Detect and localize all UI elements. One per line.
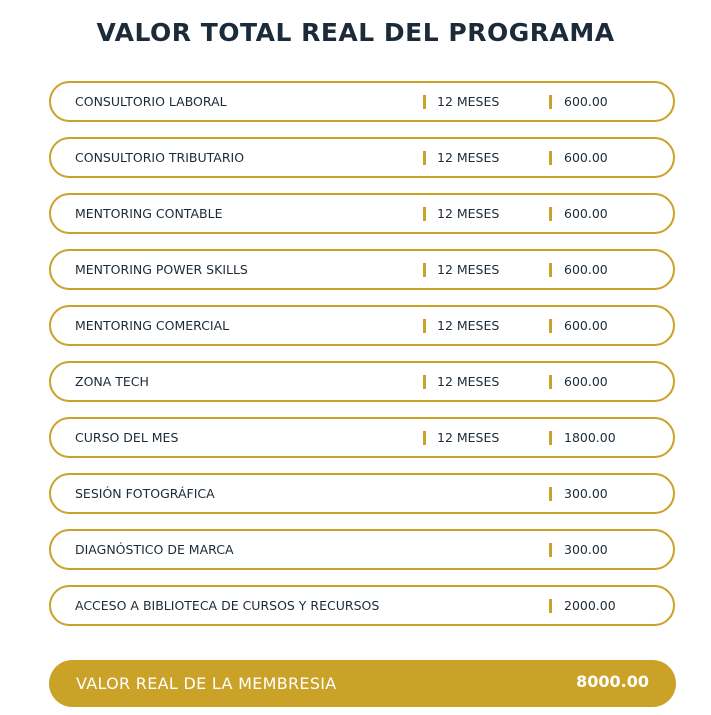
total-bar	[49, 660, 676, 707]
column-divider	[423, 95, 426, 109]
program-items-list	[49, 81, 675, 641]
column-divider	[423, 151, 426, 165]
column-divider	[549, 319, 552, 333]
column-divider	[423, 207, 426, 221]
column-divider	[549, 151, 552, 165]
item-duration: 12 MESES	[437, 262, 500, 277]
item-duration: 12 MESES	[437, 374, 500, 389]
item-duration: 12 MESES	[437, 318, 500, 333]
item-price: 600.00	[564, 150, 608, 165]
item-price: 600.00	[564, 262, 608, 277]
item-name: MENTORING COMERCIAL	[75, 318, 230, 333]
column-divider	[549, 375, 552, 389]
total-label: VALOR REAL DE LA MEMBRESIA	[76, 674, 337, 693]
list-item	[49, 305, 675, 346]
item-name: CONSULTORIO TRIBUTARIO	[75, 150, 245, 165]
item-duration: 12 MESES	[437, 206, 500, 221]
item-price: 1800.00	[564, 430, 616, 445]
item-name: ZONA TECH	[75, 374, 149, 389]
item-duration: 12 MESES	[437, 150, 500, 165]
column-divider	[423, 263, 426, 277]
item-price: 600.00	[564, 94, 608, 109]
list-item	[49, 193, 675, 234]
list-item	[49, 417, 675, 458]
list-item	[49, 81, 675, 122]
list-item	[49, 361, 675, 402]
column-divider	[549, 487, 552, 501]
column-divider	[549, 431, 552, 445]
item-name: ACCESO A BIBLIOTECA DE CURSOS Y RECURSOS	[75, 598, 380, 613]
column-divider	[549, 95, 552, 109]
item-price: 2000.00	[564, 598, 616, 613]
page-title: VALOR TOTAL REAL DEL PROGRAMA	[96, 18, 615, 47]
item-price: 600.00	[564, 318, 608, 333]
item-name: MENTORING CONTABLE	[75, 206, 223, 221]
list-item	[49, 473, 675, 514]
column-divider	[549, 543, 552, 557]
item-name: CONSULTORIO LABORAL	[75, 94, 227, 109]
list-item	[49, 529, 675, 570]
list-item	[49, 585, 675, 626]
column-divider	[423, 375, 426, 389]
item-price: 600.00	[564, 374, 608, 389]
item-price: 300.00	[564, 542, 608, 557]
item-duration: 12 MESES	[437, 430, 500, 445]
column-divider	[549, 207, 552, 221]
item-name: SESIÓN FOTOGRÁFICA	[75, 486, 215, 501]
item-price: 300.00	[564, 486, 608, 501]
item-name: DIAGNÓSTICO DE MARCA	[75, 542, 234, 557]
item-name: CURSO DEL MES	[75, 430, 179, 445]
item-duration: 12 MESES	[437, 94, 500, 109]
column-divider	[549, 599, 552, 613]
list-item	[49, 137, 675, 178]
item-name: MENTORING POWER SKILLS	[75, 262, 248, 277]
column-divider	[423, 319, 426, 333]
list-item	[49, 249, 675, 290]
column-divider	[549, 263, 552, 277]
total-value: 8000.00	[576, 672, 649, 691]
column-divider	[423, 431, 426, 445]
item-price: 600.00	[564, 206, 608, 221]
